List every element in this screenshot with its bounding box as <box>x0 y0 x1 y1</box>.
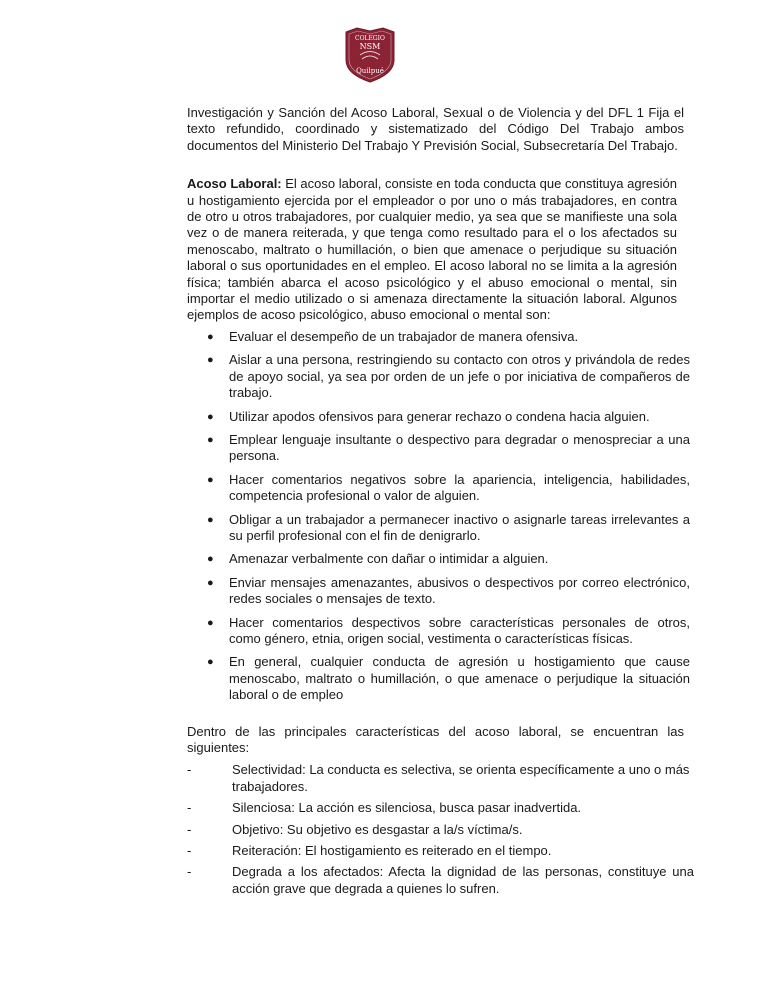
list-item: ● Hacer comentarios negativos sobre la apariencia, inteligencia, habilidades, competencia profesional o valor de alguien. <box>187 472 690 505</box>
list-item: - Degrada a los afectados: Afecta la dignidad de las personas, constituye una acción grave que degrada a quienes lo sufren. <box>187 864 694 897</box>
list-item: - Reiteración: El hostigamiento es reiterado en el tiempo. <box>187 843 694 859</box>
document-body <box>187 105 694 902</box>
logo-line2: NSM <box>359 42 381 51</box>
logo-line3: Quilpué <box>356 67 384 75</box>
list-item: ● Utilizar apodos ofensivos para generar rechazo o condena hacia alguien. <box>187 409 690 425</box>
list-item: ● Amenazar verbalmente con dañar o intimidar a alguien. <box>187 551 690 567</box>
list-item: ● Enviar mensajes amenazantes, abusivos o despectivos por correo electrónico, redes sociales o mensajes de texto. <box>187 575 690 608</box>
list-item: ● Aislar a una persona, restringiendo su contacto con otros y privándola de redes de apoyo social, ya sea por orden de un jefe o por iniciativa de compañeros de trabajo. <box>187 352 690 401</box>
list-item: - Objetivo: Su objetivo es desgastar a la/s víctima/s. <box>187 822 694 838</box>
acoso-laboral-term: Acoso Laboral: <box>187 176 282 192</box>
list-item: ● Hacer comentarios despectivos sobre características personales de otros, como género, etnia, origen social, vestimenta o características físicas. <box>187 615 690 648</box>
acoso-laboral-text: El acoso laboral, consiste en toda conducta que constituya agresión u hostigamiento ejercida por el empleador o por uno o más trabajadores, en contra de otro u otros trabajadores, por cualquier medio, ya sea que se manifieste una sola vez o de manera reiterada, y que tenga como resultado para el o los afectados su menoscabo, maltrato o humillación, o bien que amenace o perjudique su situación laboral o sus oportunidades en el empleo. El acoso laboral no se limita a la agresión física; también abarca el acoso psicológico y el abuso emocional o mental, sin importar el medio utilizado o si amenaza directamente la situación laboral. Algunos ejemplos de acoso psicológico, abuso emocional o mental son: <box>187 176 678 323</box>
list-item: ● En general, cualquier conducta de agresión u hostigamiento que cause menoscabo, maltrato o humillación, o que amenace o perjudique la situación laboral o de empleo <box>187 654 690 703</box>
characteristics-intro: Dentro de las principales características del acoso laboral, se encuentran las siguientes: <box>187 723 684 755</box>
intro-paragraph: Investigación y Sanción del Acoso Laboral, Sexual o de Violencia y del DFL 1 Fija el texto refundido, coordinado y sistematizado del Código Del Trabajo ambos documentos del Ministerio Del Trabajo Y Previsión Social, Subsecretaría Del Trabajo. <box>187 105 684 153</box>
characteristics-list <box>187 762 694 897</box>
acoso-laboral-paragraph <box>187 176 677 324</box>
list-item: ● Evaluar el desempeño de un trabajador de manera ofensiva. <box>187 329 690 345</box>
examples-list <box>187 328 690 704</box>
list-item: - Selectividad: La conducta es selectiva, se orienta específicamente a uno o más trabajadores. <box>187 762 702 795</box>
list-item: - Silenciosa: La acción es silenciosa, busca pasar inadvertida. <box>187 800 694 816</box>
logo-line1: COLEGIO <box>355 35 385 42</box>
list-item: ● Obligar a un trabajador a permanecer inactivo o asignarle tareas irrelevantes a su perfil profesional con el fin de denigrarlo. <box>187 512 690 545</box>
school-logo <box>343 26 397 84</box>
list-item: ● Emplear lenguaje insultante o despectivo para degradar o menospreciar a una persona. <box>187 432 690 465</box>
